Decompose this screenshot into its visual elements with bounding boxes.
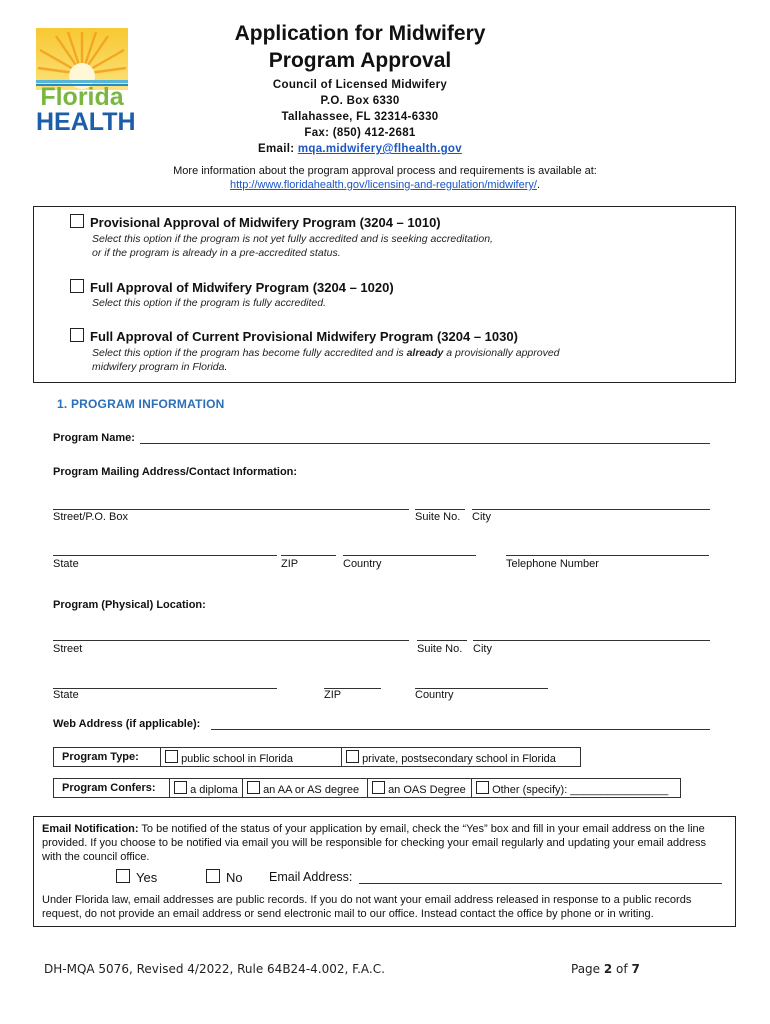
email-notification-label: Email Notification:	[42, 823, 139, 835]
physical-state-field[interactable]	[53, 688, 277, 689]
option-full-desc-1: Select this option if the program is fully accredited.	[92, 297, 327, 309]
private-school-checkbox[interactable]	[346, 750, 359, 763]
program-type-private-cell	[342, 748, 581, 767]
council-name: Council of Licensed Midwifery	[272, 79, 448, 91]
zip-label: ZIP	[281, 558, 299, 570]
physical-location-label: Program (Physical) Location:	[53, 599, 206, 611]
mailing-state-field[interactable]	[53, 555, 277, 556]
confers-aa-cell	[243, 779, 368, 798]
desc-post: a provisionally approved	[443, 347, 560, 359]
confers-oas-cell	[368, 779, 472, 798]
email-no-label: No	[226, 870, 243, 885]
physical-city-field[interactable]	[473, 640, 710, 641]
title-line-1: Application for Midwifery	[234, 22, 486, 45]
confers-other-cell	[472, 779, 681, 798]
desc-pre: Select this option if the program has become fully accredited and is	[92, 347, 407, 359]
oas-degree-label: an OAS Degree	[388, 783, 466, 796]
option-provisional-desc-1: Select this option if the program is not yet fully accredited and is seeking accreditation,	[92, 233, 493, 245]
council-city: Tallahassee, FL 32314-6330	[281, 111, 439, 123]
telephone-field[interactable]	[506, 555, 709, 556]
page-total: 7	[631, 962, 640, 976]
country-label: Country	[343, 558, 382, 570]
program-name-field[interactable]	[140, 443, 710, 444]
full-approval-checkbox[interactable]	[70, 279, 84, 293]
physical-zip-label: ZIP	[324, 689, 342, 701]
current-provisional-checkbox[interactable]	[70, 328, 84, 342]
program-type-label: Program Type:	[54, 748, 161, 767]
option-provisional	[70, 214, 441, 230]
suite-no-label: Suite No.	[415, 511, 461, 523]
provisional-checkbox[interactable]	[70, 214, 84, 228]
physical-street-field[interactable]	[53, 640, 409, 641]
public-records-disclaimer: Under Florida law, email addresses are public records. If you do not want your email address released in response to a public records request, do not provide an email address or send electronic mail to our office. Instead contact the office by phone or in writing.	[42, 894, 692, 920]
telephone-label: Telephone Number	[506, 558, 599, 570]
physical-state-label: State	[53, 689, 79, 701]
council-email-link[interactable]: mqa.midwifery@flhealth.gov	[297, 143, 462, 155]
more-info-link-suffix: .	[536, 179, 540, 191]
more-info-text: More information about the program approval process and requirements is available at:	[173, 165, 597, 177]
program-confers-label: Program Confers:	[54, 779, 170, 798]
email-yes-checkbox[interactable]	[116, 869, 130, 883]
logo-text-health: HEALTH	[36, 108, 136, 136]
diploma-label: a diploma	[190, 783, 238, 796]
option-provisional-label: Provisional Approval of Midwifery Program (3204 – 1010)	[90, 215, 441, 230]
midwifery-website-link[interactable]: http://www.floridahealth.gov/licensing-and-regulation/midwifery/	[230, 179, 537, 191]
mailing-zip-field[interactable]	[281, 555, 336, 556]
email-no-option	[206, 869, 243, 885]
oas-degree-checkbox[interactable]	[372, 781, 385, 794]
email-yes-option	[116, 869, 157, 885]
title-line-2: Program Approval	[268, 49, 452, 72]
page-of: of	[612, 962, 632, 976]
diploma-checkbox[interactable]	[174, 781, 187, 794]
aa-degree-label: an AA or AS degree	[263, 783, 360, 796]
email-notification-box	[33, 816, 736, 927]
aa-degree-checkbox[interactable]	[247, 781, 260, 794]
program-type-public-cell	[161, 748, 342, 767]
council-email-row	[170, 141, 550, 157]
page-title	[170, 20, 550, 74]
option-full	[70, 279, 394, 295]
physical-suite-field[interactable]	[417, 640, 467, 641]
mailing-city-field[interactable]	[472, 509, 710, 510]
other-label: Other (specify): ________________	[492, 783, 669, 796]
section-title-program-info: 1. PROGRAM INFORMATION	[57, 397, 225, 411]
program-confers-table	[53, 778, 681, 798]
page-indicator	[571, 962, 640, 976]
option-current-provisional	[70, 328, 518, 344]
city-label: City	[472, 511, 491, 523]
state-label: State	[53, 558, 79, 570]
council-fax: Fax: (850) 412-2681	[304, 127, 416, 139]
mailing-address-label: Program Mailing Address/Contact Information:	[53, 466, 298, 478]
florida-health-logo	[36, 28, 136, 138]
form-id: DH-MQA 5076, Revised 4/2022, Rule 64B24-4.002, F.A.C.	[44, 962, 385, 976]
email-address-label: Email Address:	[269, 870, 353, 884]
email-label: Email:	[258, 143, 295, 155]
email-notification-body: To be notified of the status of your application by email, check the “Yes” box and fill in your email address on the line provided. If you choose to be notified via email you will be responsible for checking your email regularly and updating your email address with the council office.	[42, 823, 707, 863]
email-address-field[interactable]	[359, 883, 722, 884]
logo-text-florida: Florida	[40, 83, 124, 111]
physical-city-label: City	[473, 643, 492, 655]
program-type-table	[53, 747, 581, 767]
other-checkbox[interactable]	[476, 781, 489, 794]
mailing-country-field[interactable]	[343, 555, 476, 556]
public-school-checkbox[interactable]	[165, 750, 178, 763]
physical-country-label: Country	[415, 689, 454, 701]
web-address-field[interactable]	[211, 729, 710, 730]
council-contact-block	[170, 77, 550, 157]
council-po-box: P.O. Box 6330	[320, 95, 400, 107]
mailing-street-field[interactable]	[53, 509, 409, 510]
option-current-provisional-desc-2: midwifery program in Florida.	[92, 361, 228, 373]
option-current-provisional-desc-1	[92, 346, 560, 360]
email-notification-text	[42, 822, 722, 864]
private-school-label: private, postsecondary school in Florida	[362, 752, 556, 765]
option-full-label: Full Approval of Midwifery Program (3204 – 1020)	[90, 280, 394, 295]
option-provisional-desc	[92, 232, 493, 260]
program-name-label: Program Name:	[53, 432, 135, 444]
approval-type-box	[33, 206, 736, 383]
desc-bold: already	[406, 347, 444, 359]
page-number: 2	[603, 962, 613, 976]
confers-diploma-cell	[170, 779, 243, 798]
email-no-checkbox[interactable]	[206, 869, 220, 883]
option-provisional-desc-2: or if the program is already in a pre-accredited status.	[92, 247, 341, 259]
more-info-link-row	[100, 178, 670, 192]
option-current-provisional-label: Full Approval of Current Provisional Midwifery Program (3204 – 1030)	[90, 329, 518, 344]
physical-street-label: Street	[53, 643, 83, 655]
public-school-label: public school in Florida	[181, 752, 293, 765]
option-full-desc	[92, 296, 326, 310]
mailing-suite-field[interactable]	[415, 509, 465, 510]
option-current-provisional-desc	[92, 346, 560, 374]
physical-suite-label: Suite No.	[417, 643, 463, 655]
more-info	[100, 164, 670, 192]
email-yes-label: Yes	[136, 870, 158, 885]
page-prefix: Page	[571, 962, 604, 976]
street-po-label: Street/P.O. Box	[53, 511, 129, 523]
web-address-label: Web Address (if applicable):	[53, 718, 201, 730]
